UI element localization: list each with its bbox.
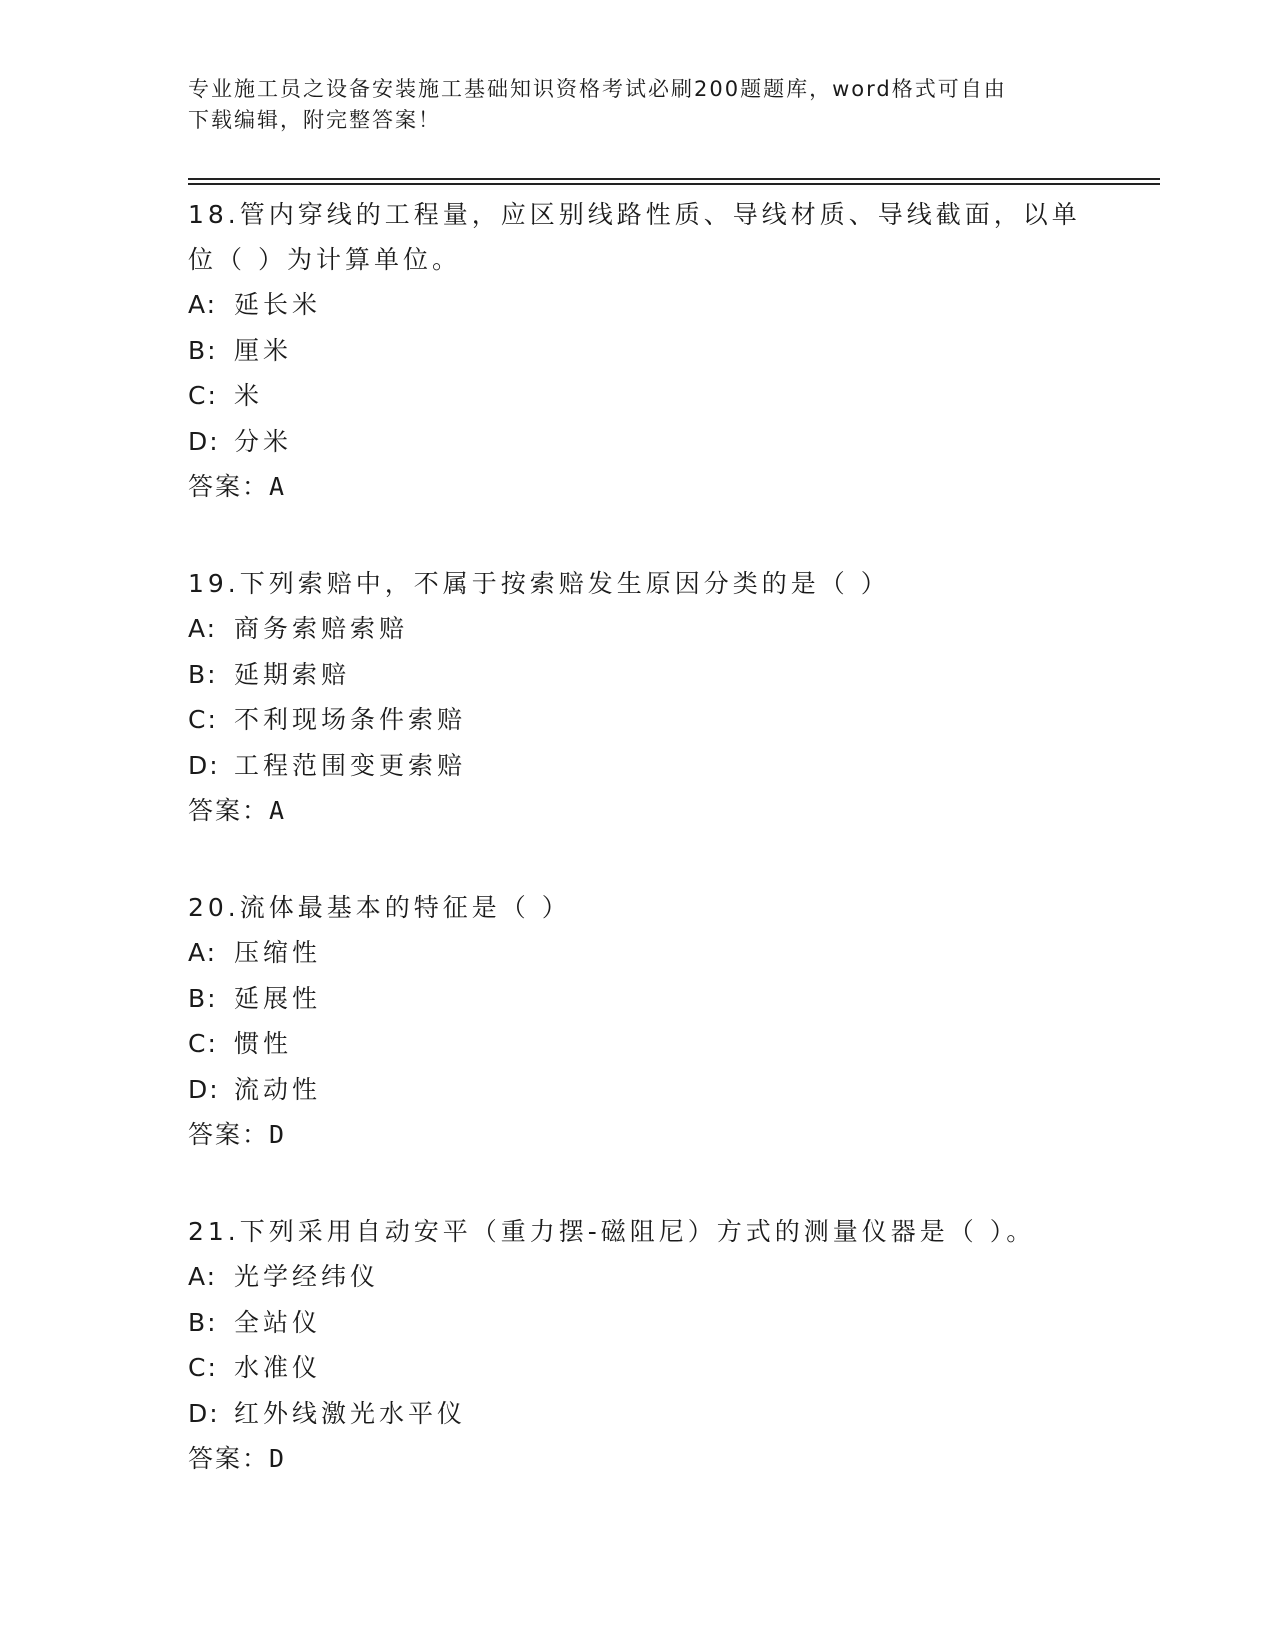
question-text-line-1: 19.下列索赔中，不属于按索赔发生原因分类的是（ ） <box>188 569 890 598</box>
question-text <box>188 192 1128 282</box>
answer-value: A <box>269 796 287 825</box>
option-letter: C: <box>188 1353 218 1382</box>
question-list <box>188 192 1128 1533</box>
document-header <box>188 74 1088 136</box>
question-21 <box>188 1209 1128 1481</box>
option-a <box>188 282 1128 328</box>
option-text: 延期索赔 <box>234 659 351 689</box>
answer-line <box>188 464 1128 509</box>
option-letter: B: <box>188 983 218 1013</box>
question-text <box>188 561 1128 606</box>
question-text <box>188 885 1128 930</box>
option-letter: D: <box>188 426 220 456</box>
answer-label: 答案： <box>188 472 270 501</box>
option-letter: A: <box>188 614 218 643</box>
question-20 <box>188 885 1128 1157</box>
option-letter: A: <box>188 290 218 319</box>
option-letter: B: <box>188 659 218 689</box>
answer-label: 答案： <box>188 796 270 825</box>
header-line-1: 专业施工员之设备安装施工基础知识资格考试必刷200题题库，word格式可自由 <box>188 77 1007 101</box>
option-text: 厘米 <box>234 335 293 365</box>
answer-label: 答案： <box>188 1444 270 1473</box>
answer-label: 答案： <box>188 1120 270 1149</box>
option-letter: B: <box>188 335 218 365</box>
answer-line <box>188 788 1128 833</box>
option-text: 压缩性 <box>234 938 322 967</box>
header-divider-bottom <box>188 183 1160 185</box>
option-text: 不利现场条件索赔 <box>234 705 467 734</box>
option-letter: A: <box>188 938 218 967</box>
option-d <box>188 743 1128 789</box>
question-19 <box>188 561 1128 833</box>
option-d <box>188 1391 1128 1437</box>
option-a <box>188 930 1128 976</box>
option-text: 流动性 <box>234 1074 322 1104</box>
option-d <box>188 1067 1128 1113</box>
option-text: 光学经纬仪 <box>234 1262 380 1291</box>
option-c <box>188 1345 1128 1391</box>
option-b <box>188 652 1128 698</box>
option-b <box>188 976 1128 1022</box>
answer-value: D <box>269 1444 287 1473</box>
answer-line <box>188 1436 1128 1481</box>
answer-line <box>188 1112 1128 1157</box>
answer-value: A <box>269 472 287 501</box>
option-a <box>188 1254 1128 1300</box>
option-letter: B: <box>188 1307 218 1337</box>
option-text: 延展性 <box>234 983 322 1013</box>
option-c <box>188 697 1128 743</box>
option-a <box>188 606 1128 652</box>
option-b <box>188 1300 1128 1346</box>
header-line-2: 下载编辑，附完整答案！ <box>188 108 441 132</box>
question-text-line-2: 位（ ）为计算单位。 <box>188 245 461 274</box>
option-d <box>188 419 1128 465</box>
option-text: 延长米 <box>234 290 322 319</box>
option-letter: A: <box>188 1262 218 1291</box>
question-18 <box>188 192 1128 509</box>
option-letter: C: <box>188 381 218 410</box>
option-text: 红外线激光水平仪 <box>234 1398 467 1428</box>
question-text-line-1: 20.流体最基本的特征是（ ） <box>188 893 571 922</box>
option-letter: D: <box>188 1398 220 1428</box>
option-text: 全站仪 <box>234 1307 322 1337</box>
answer-value: D <box>269 1120 287 1149</box>
header-divider-top <box>188 178 1160 180</box>
option-text: 米 <box>234 381 264 410</box>
option-c <box>188 1021 1128 1067</box>
option-text: 工程范围变更索赔 <box>234 750 467 780</box>
option-text: 惯性 <box>234 1029 293 1058</box>
option-letter: C: <box>188 705 218 734</box>
option-text: 水准仪 <box>234 1353 322 1382</box>
question-text-line-1: 18.管内穿线的工程量，应区别线路性质、导线材质、导线截面，以单 <box>188 200 1081 229</box>
question-text <box>188 1209 1128 1254</box>
option-letter: C: <box>188 1029 218 1058</box>
option-text: 商务索赔索赔 <box>234 614 409 643</box>
option-c <box>188 373 1128 419</box>
option-text: 分米 <box>234 426 293 456</box>
option-letter: D: <box>188 750 220 780</box>
option-b <box>188 328 1128 374</box>
question-text-line-1: 21.下列采用自动安平（重力摆-磁阻尼）方式的测量仪器是（ ）。 <box>188 1217 1036 1246</box>
option-letter: D: <box>188 1074 220 1104</box>
